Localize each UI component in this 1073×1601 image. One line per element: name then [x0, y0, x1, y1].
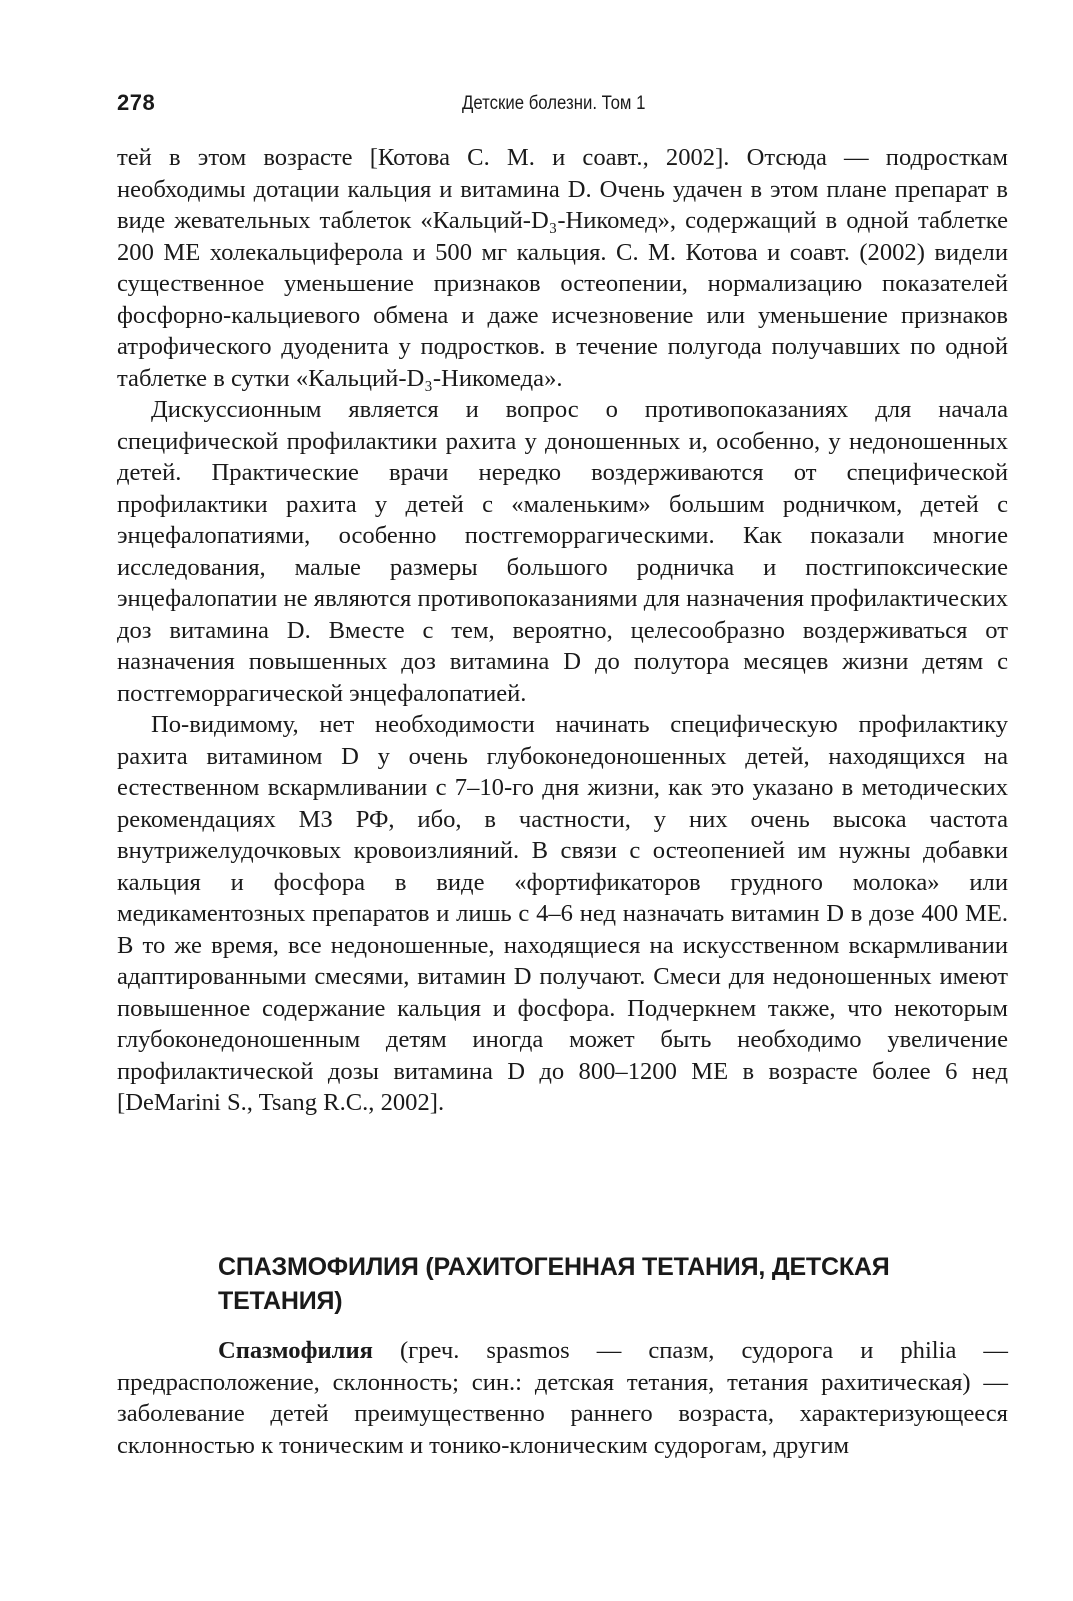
section-heading-line-2: ТЕТАНИЯ): [218, 1287, 343, 1315]
section-heading-line-1: СПАЗМОФИЛИЯ (РАХИТОГЕННАЯ ТЕТАНИЯ, ДЕТСКАЯ: [218, 1253, 890, 1281]
paragraph-contraindications: Дискуссионным является и вопрос о противопоказаниях для начала специфической профилактики рахита у доношенных и, особенно, у недоношенных детей. Практические врачи нередко воздерживаются от специфической профилактики рахита у детей с «маленьким» большим родничком, детей с энцефалопатиями, особенно постгеморрагическими. Как показали многие исследования, малые размеры большого родничка и постгипоксические энцефалопатии не являются противопоказаниями для назначения профилактических доз витамина D. Вместе с тем, вероятно, целесообразно воздерживаться от назначения повышенных доз витамина D до полутора месяцев жизни детям с постгеморрагической энцефалопатией.: [117, 396, 1008, 707]
paragraph-premature-infants: По-видимому, нет необходимости начинать специфическую профилактику рахита витамином D у очень глубоконедоношенных детей, находящихся на естественном вскармливании с 7–10-го дня жизни, как это указано в методических рекомендациях МЗ РФ, ибо, в частности, у них очень высока частота внутрижелудочковых кровоизлияний. В связи с остеопенией им нужны добавки кальция и фосфора в виде «фортификаторов грудного молока» или медикаментозных препаратов и лишь с 4–6 нед назначать витамин D в дозе 400 МЕ. В то же время, все недоношенные, находящиеся на искусственном вскармливании адаптированными смесями, витамин D получают. Смеси для недоношенных имеют повышенное содержание кальция и фосфора. Подчеркнем также, что некоторым глубоконедоношенным детям иногда может быть необходимо увеличение профилактической дозы витамина D до 800–1200 МЕ в возрасте более 6 нед [DeMarini S., Tsang R.C., 2002].: [117, 711, 1008, 1116]
page-number: 278: [117, 90, 156, 115]
definition-paragraph: [117, 1335, 1008, 1461]
paragraph-continuation: тей в этом возрасте [Котова С. М. и соавт., 2002]. Отсюда — подросткам необходимы дотации кальция и витамина D. Очень удачен в этом плане препарат в виде жевательных таблеток «Кальций-D₃-Никомед», содержащий в одной таблетке 200 МЕ холекальциферола и 500 мг кальция. С. М. Котова и соавт. (2002) видели существенное уменьшение признаков остеопении, нормализацию показателей фосфорно-кальциевого обмена и даже исчезновение или уменьшение признаков атрофического дуоденита у подростков. в течение полугода получавших по одной таблетке в сутки «Кальций-D₃-Никомеда».: [117, 144, 1008, 392]
body-text: [117, 142, 1008, 1119]
defined-term: Спазмофилия: [218, 1337, 373, 1364]
section-heading: [218, 1250, 978, 1318]
running-header: [117, 86, 1003, 122]
section-intro: [117, 1335, 1008, 1461]
definition-text: (греч. spasmos — спазм, судорога и philia — предрасположение, склонность; син.: детская тетания, тетания рахитическая) — заболевание детей преимущественно раннего возраста, характеризующееся склонностью к тоническим и тонико-клоническим судорогам, другим: [117, 1337, 1008, 1459]
book-title: Детские болезни. Том 1: [462, 92, 646, 114]
